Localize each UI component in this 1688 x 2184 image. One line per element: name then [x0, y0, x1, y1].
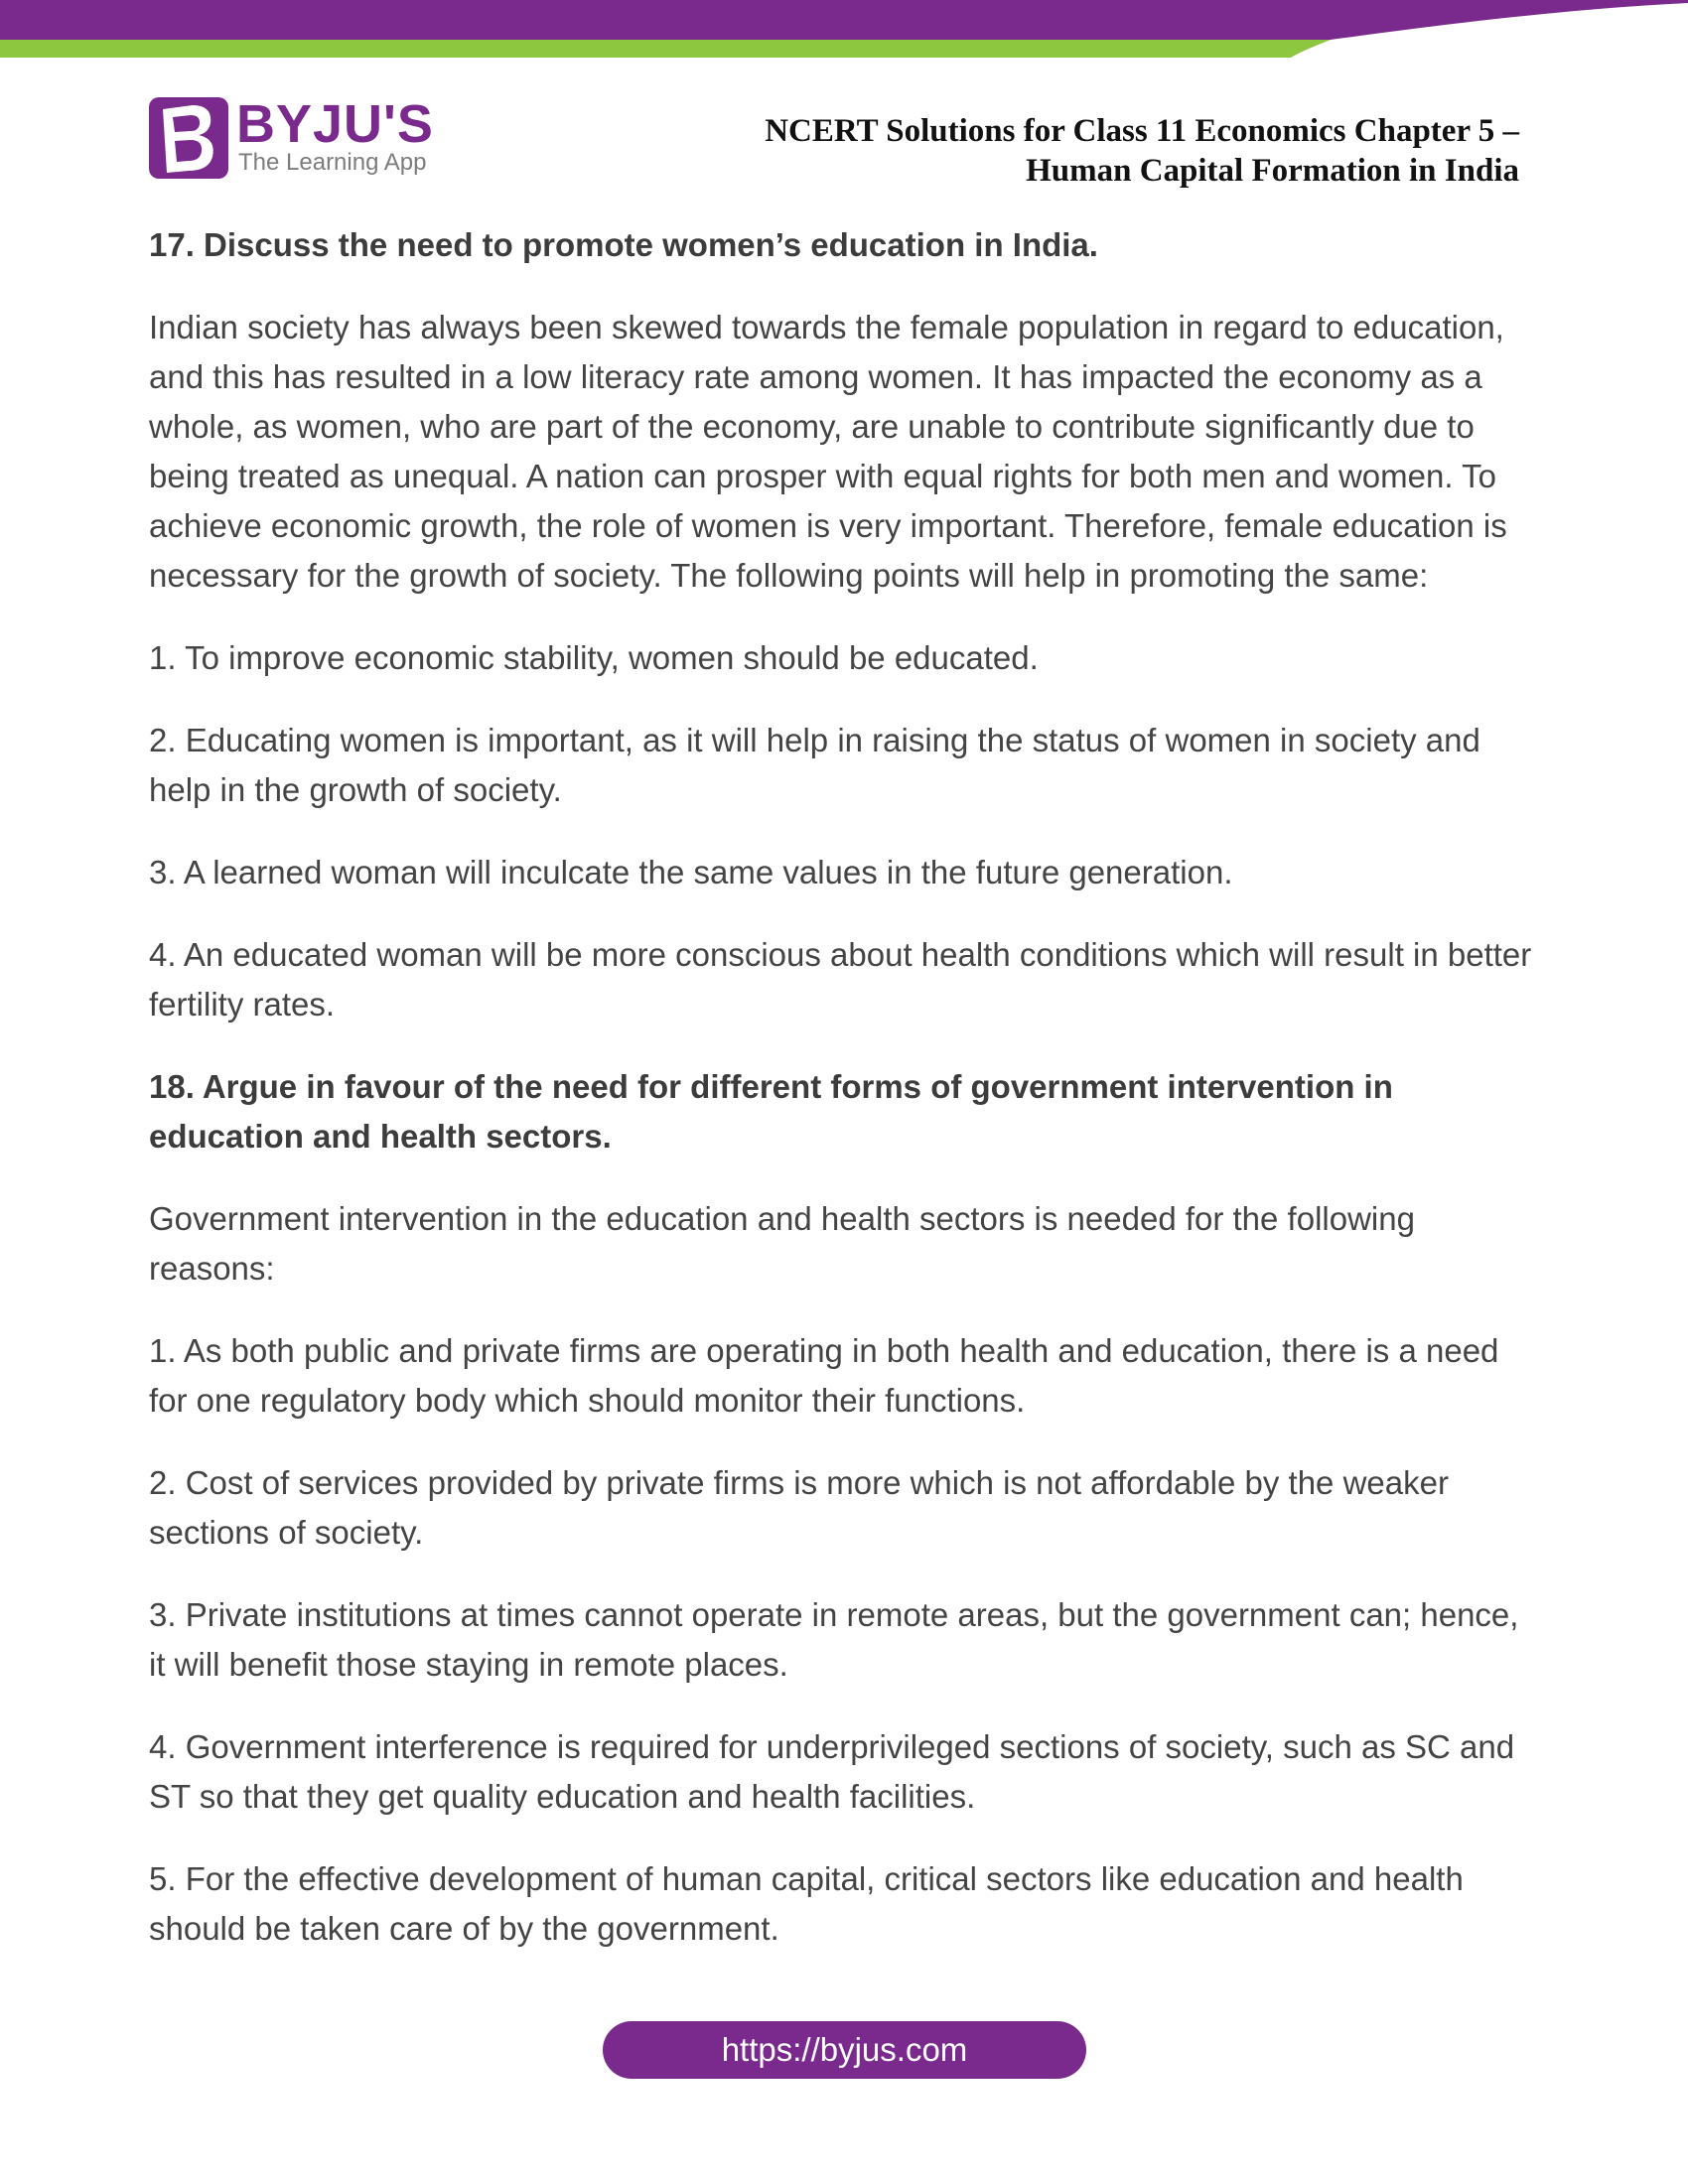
footer-url[interactable]: https://byjus.com: [721, 2031, 968, 2068]
document-title-line-2: Human Capital Formation in India: [1026, 153, 1519, 189]
answer-18-point-3: 3. Private institutions at times cannot operate in remote areas, but the government can; hence, it will benefit those staying in remote places.: [149, 1596, 1519, 1683]
document-body: [149, 220, 1539, 1986]
answer-18-point-1: 1. As both public and private firms are operating in both health and education, there is a need for one regulatory body which should monitor their functions.: [149, 1332, 1499, 1419]
answer-18-point-4: 4. Government interference is required for underprivileged sections of society, such as SC and ST so that they get quality education and health facilities.: [149, 1728, 1515, 1815]
answer-18-intro: Government intervention in the education and health sectors is needed for the following reasons:: [149, 1200, 1415, 1287]
footer-website-link[interactable]: [603, 2021, 1086, 2079]
brand-logo: [149, 94, 437, 179]
question-17: 17. Discuss the need to promote women’s education in India.: [149, 226, 1098, 263]
document-title: [626, 111, 1519, 191]
answer-18-point-5: 5. For the effective development of human capital, critical sectors like education and health should be taken care of by the government.: [149, 1860, 1464, 1947]
question-18: 18. Argue in favour of the need for different forms of government intervention in education and health sectors.: [149, 1068, 1393, 1155]
answer-18-point-2: 2. Cost of services provided by private firms is more which is not affordable by the weaker sections of society.: [149, 1464, 1449, 1551]
answer-17-point-4: 4. An educated woman will be more conscious about health conditions which will result in better fertility rates.: [149, 936, 1532, 1023]
answer-17-intro: Indian society has always been skewed towards the female population in regard to education, and this has resulted in a low literacy rate among women. It has impacted the economy as a whole, as women, who are part of the economy, are unable to contribute significantly due to being treated as unequal. A nation can prosper with equal rights for both men and women. To achieve economic growth, the role of women is very important. Therefore, female education is necessary for the growth of society. The following points will help in promoting the same:: [149, 309, 1507, 594]
answer-17-point-3: 3. A learned woman will inculcate the same values in the future generation.: [149, 854, 1233, 890]
answer-17-point-1: 1. To improve economic stability, women should be educated.: [149, 639, 1039, 676]
byjus-b-logo-icon: [149, 97, 228, 179]
brand-name: BYJU'S: [236, 94, 434, 154]
document-title-line-1: NCERT Solutions for Class 11 Economics Chapter 5 –: [765, 113, 1519, 149]
header-color-band: [0, 0, 1688, 64]
answer-17-point-2: 2. Educating women is important, as it will help in raising the status of women in society and help in the growth of society.: [149, 722, 1480, 808]
brand-tagline: The Learning App: [238, 149, 427, 176]
